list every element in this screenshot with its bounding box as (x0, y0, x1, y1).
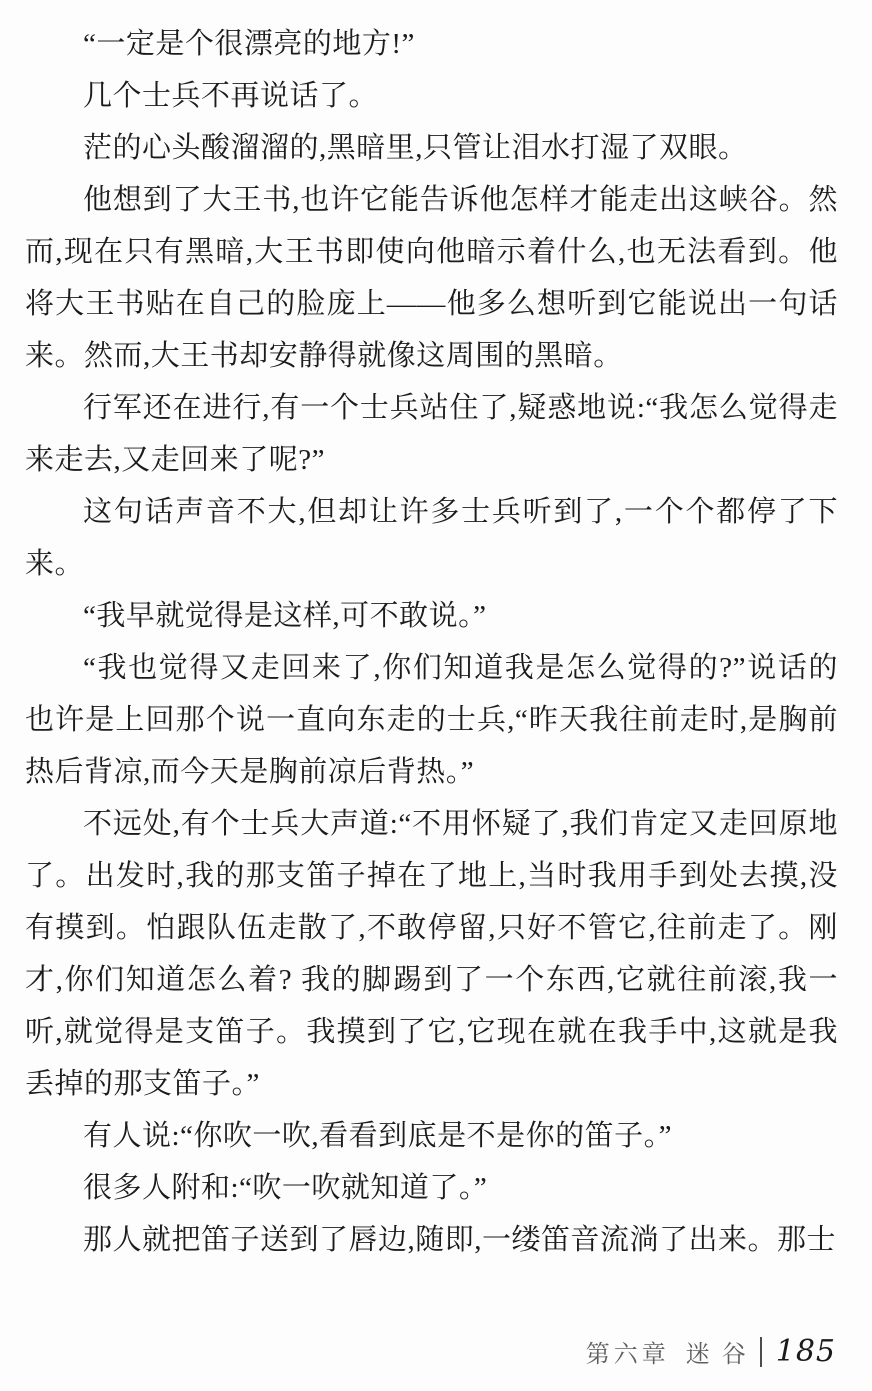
footer-page-number: 185 (775, 1334, 836, 1369)
page-footer (586, 1334, 836, 1369)
paragraph: 有人说:“你吹一吹,看看到底是不是你的笛子。” (83, 1120, 673, 1152)
paragraph: 这句话声音不大,但却让许多士兵听到了,一个个都停了下来。 (25, 496, 838, 580)
paragraph: 不远处,有个士兵大声道:“不用怀疑了,我们肯定又走回原地了。出发时,我的那支笛子掉在了地上,当时我用手到处去摸,没有摸到。怕跟队伍走散了,不敢停留,只好不管它,往前走了。刚才,你们知道怎么着? 我的脚踢到了一个东西,它就往前滚,我一听,就觉得是支笛子。我摸到了它,它现在就在我手中,这就是我丢掉的那支笛子。” (25, 808, 838, 1100)
footer-divider-bar (760, 1337, 762, 1367)
paragraph: 几个士兵不再说话了。 (83, 80, 379, 112)
paragraph: 那人就把笛子送到了唇边,随即,一缕笛音流淌了出来。那士 (83, 1224, 837, 1256)
paragraph: 行军还在进行,有一个士兵站住了,疑惑地说:“我怎么觉得走来走去,又走回来了呢?” (25, 392, 838, 476)
footer-chapter-label: 第六章 (585, 1342, 670, 1368)
paragraph: “我早就觉得是这样,可不敢说。” (83, 600, 487, 632)
paragraph: “一定是个很漂亮的地方!” (83, 28, 415, 60)
page-body-text (25, 18, 838, 1266)
paragraph: 很多人附和:“吹一吹就知道了。” (83, 1172, 488, 1204)
footer-section-title: 迷谷 (685, 1342, 758, 1368)
paragraph: “我也觉得又走回来了,你们知道我是怎么觉得的?”说话的也许是上回那个说一直向东走的士兵,“昨天我往前走时,是胸前热后背凉,而今天是胸前凉后背热。” (25, 652, 838, 788)
paragraph: 茫的心头酸溜溜的,黑暗里,只管让泪水打湿了双眼。 (83, 132, 748, 164)
paragraph: 他想到了大王书,也许它能告诉他怎样才能走出这峡谷。然而,现在只有黑暗,大王书即使向他暗示着什么,也无法看到。他将大王书贴在自己的脸庞上——他多么想听到它能说出一句话来。然而,大王书却安静得就像这周围的黑暗。 (25, 184, 838, 372)
